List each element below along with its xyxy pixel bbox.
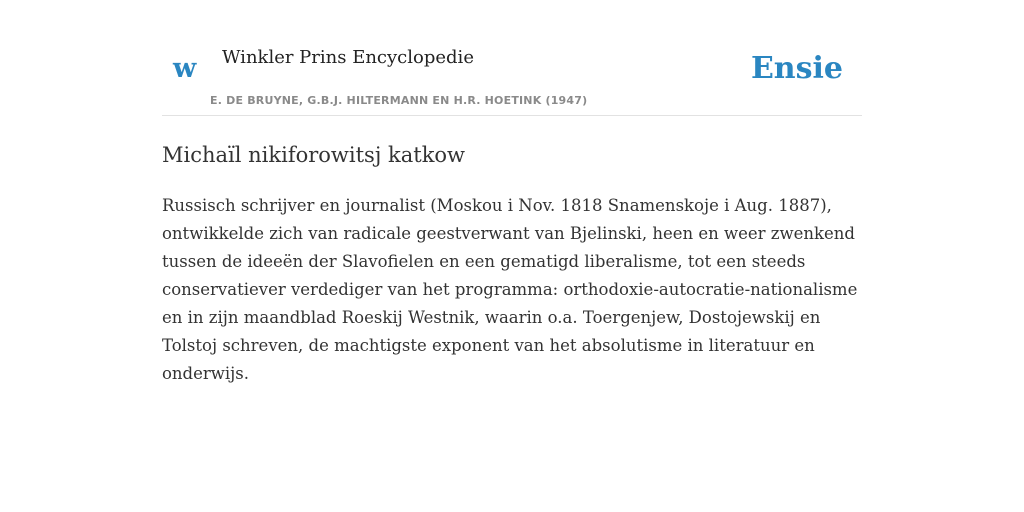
article-title: Michaïl nikiforowitsj katkow: [162, 143, 466, 167]
ensie-brand-link[interactable]: Ensie: [750, 51, 843, 86]
header-divider: [162, 115, 862, 116]
authors-credit: E. DE BRUYNE, G.B.J. HILTERMANN EN H.R. HOETINK (1947): [210, 94, 588, 107]
encyclopedia-title: Winkler Prins Encyclopedie: [222, 47, 474, 68]
encyclopedia-logo: w: [173, 53, 197, 84]
article-body: Russisch schrijver en journalist (Moskou i Nov. 1818 Snamenskoje i Aug. 1887), ontwikkelde zich van radicale geestverwant van Bjelinski, heen en weer zwenkend tussen de ideeën der Slavofielen en een gematigd liberalisme, tot een steeds conservatiever verdediger van het programma: orthodoxie-autocratie-nationalisme en in zijn maandblad Roeskij Westnik, waarin o.a. Toergenjew, Dostojewskij en Tolstoj schreven, de machtigste exponent van het absolutisme in literatuur en onderwijs.: [162, 196, 858, 383]
